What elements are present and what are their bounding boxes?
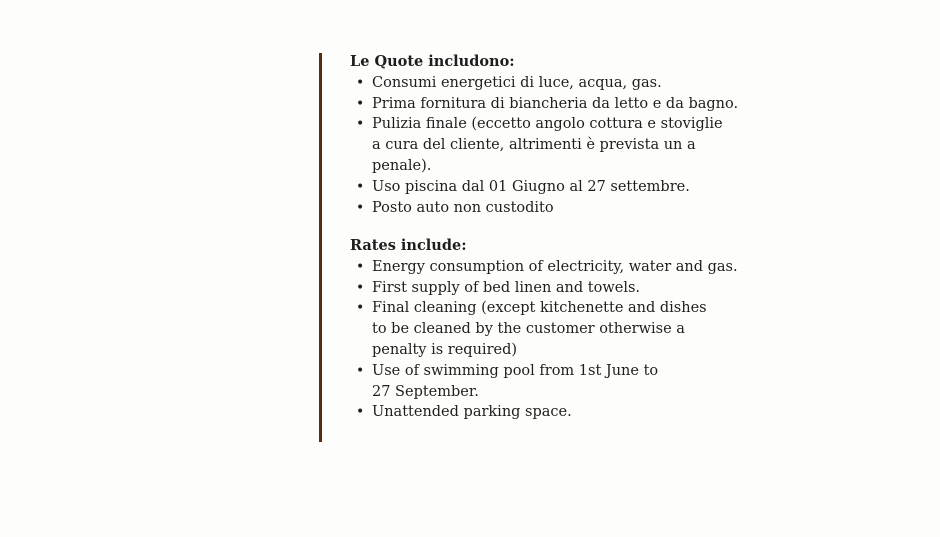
list-item <box>350 114 750 176</box>
list-item <box>350 402 750 423</box>
italian-list <box>350 73 750 219</box>
list-item-text: Consumi energetici di luce, acqua, gas. <box>372 74 662 91</box>
bullet-icon: • <box>356 279 365 296</box>
list-item <box>350 94 750 115</box>
list-item-text: Energy consumption of electricity, water and gas. <box>372 258 738 275</box>
bullet-icon: • <box>356 199 365 216</box>
english-list <box>350 257 750 423</box>
list-item-text: Uso piscina dal 01 Giugno al 27 settembre. <box>372 178 690 195</box>
bullet-icon: • <box>356 74 365 91</box>
bullet-icon: • <box>356 178 365 195</box>
list-item-text: Prima fornitura di biancheria da letto e da bagno. <box>372 95 739 112</box>
list-item-text: Use of swimming pool from 1st June to 27 September. <box>372 362 659 400</box>
list-item <box>350 257 750 278</box>
bullet-icon: • <box>356 95 365 112</box>
list-item-text: Unattended parking space. <box>372 404 572 421</box>
bullet-icon: • <box>356 258 365 275</box>
list-item <box>350 298 750 360</box>
list-item-text: Posto auto non custodito <box>372 199 554 216</box>
list-item <box>350 177 750 198</box>
english-heading: Rates include: <box>350 237 467 254</box>
english-rates-section <box>350 236 750 423</box>
list-item <box>350 73 750 94</box>
bullet-icon: • <box>356 116 365 133</box>
list-item-text: Final cleaning (except kitchenette and dishes to be cleaned by the customer otherwise a penalty is required) <box>372 300 707 358</box>
vertical-divider <box>319 53 322 442</box>
list-item-text: Pulizia finale (eccetto angolo cottura e stoviglie a cura del cliente, altrimenti è prevista un a penale). <box>372 116 723 174</box>
bullet-icon: • <box>356 300 365 317</box>
italian-heading: Le Quote includono: <box>350 53 515 70</box>
bullet-icon: • <box>356 362 365 379</box>
list-item <box>350 278 750 299</box>
italian-rates-section <box>350 52 750 218</box>
list-item <box>350 361 750 403</box>
list-item-text: First supply of bed linen and towels. <box>372 279 641 296</box>
list-item <box>350 198 750 219</box>
bullet-icon: • <box>356 404 365 421</box>
